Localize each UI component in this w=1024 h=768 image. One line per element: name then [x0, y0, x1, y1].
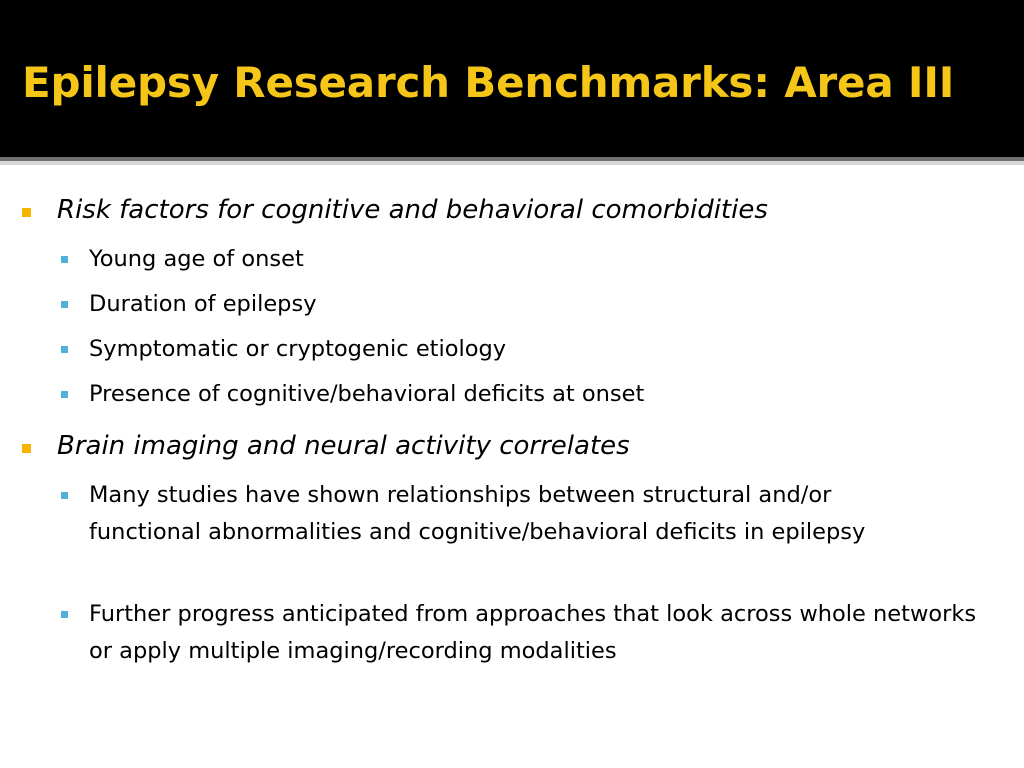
square-bullet-icon [61, 346, 68, 353]
list-item: Further progress anticipated from approaches that look across whole networks or apply multiple imaging/recording modalities [89, 601, 977, 664]
slide-title: Epilepsy Research Benchmarks: Area III [22, 58, 955, 107]
list-item: Many studies have shown relationships between structural and/or functional abnormalities and cognitive/behavioral deficits in epilepsy [89, 482, 866, 545]
section-heading: Risk factors for cognitive and behavioral comorbidities [57, 195, 768, 225]
square-bullet-icon [22, 208, 31, 217]
title-divider-light [0, 161, 1024, 165]
list-item: Symptomatic or cryptogenic etiology [89, 336, 507, 362]
section-heading: Brain imaging and neural activity correlates [57, 431, 630, 461]
square-bullet-icon [22, 444, 31, 453]
list-item: Presence of cognitive/behavioral deficits at onset [89, 381, 645, 407]
square-bullet-icon [61, 391, 68, 398]
square-bullet-icon [61, 256, 68, 263]
list-item: Young age of onset [89, 246, 304, 272]
square-bullet-icon [61, 301, 68, 308]
title-bar [0, 0, 1024, 157]
list-item: Duration of epilepsy [89, 291, 317, 317]
square-bullet-icon [61, 492, 68, 499]
square-bullet-icon [61, 611, 68, 618]
